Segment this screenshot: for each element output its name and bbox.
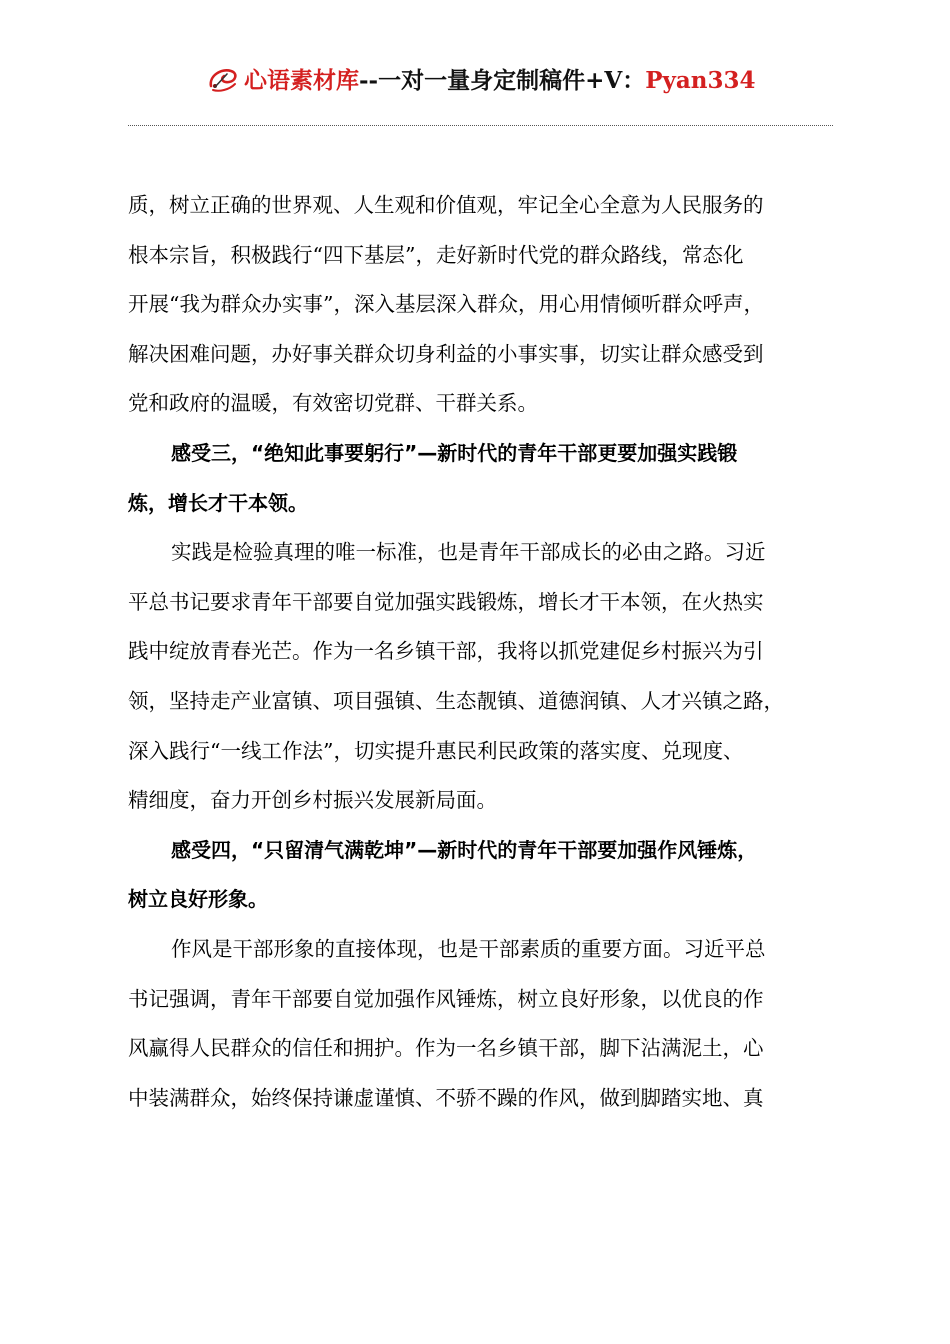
text-line: 领，坚持走产业富镇、项目强镇、生态靓镇、道德润镇、人才兴镇之路，	[128, 688, 784, 713]
header-divider	[128, 125, 833, 126]
text-line: 中装满群众，始终保持谦虚谨慎、不骄不躁的作风，做到脚踏实地、真	[128, 1085, 764, 1110]
text-line: 践中绽放青春光芒。作为一名乡镇干部，我将以抓党建促乡村振兴为引	[128, 639, 764, 664]
page-header	[0, 60, 950, 104]
header-slogan: --一对一量身定制稿件+V：	[359, 67, 646, 94]
section-heading-line: 感受三，“绝知此事要躬行”—新时代的青年干部更要加强实践锻	[171, 440, 738, 465]
text-line: 解决困难问题，办好事关群众切身利益的小事实事，切实让群众感受到	[128, 341, 764, 366]
text-line: 开展“我为群众办实事”，深入基层深入群众，用心用情倾听群众呼声，	[128, 292, 764, 317]
text-line: 精细度，奋力开创乡村振兴发展新局面。	[128, 788, 497, 813]
text-line: 平总书记要求青年干部要自觉加强实践锻炼，增长才干本领，在火热实	[128, 589, 764, 614]
brand-name: 心语素材库	[244, 67, 359, 94]
section-heading-line: 树立良好形象。	[128, 887, 268, 912]
contact-id: Pyan334	[645, 67, 756, 94]
text-line: 书记强调，青年干部要自觉加强作风锤炼，树立良好形象，以优良的作	[128, 986, 764, 1011]
text-line: 作风是干部形象的直接体现，也是干部素质的重要方面。习近平总	[171, 936, 766, 961]
text-line: 实践是检验真理的唯一标准，也是青年干部成长的必由之路。习近	[171, 540, 766, 565]
text-line: 质，树立正确的世界观、人生观和价值观，牢记全心全意为人民服务的	[128, 193, 764, 217]
text-line: 根本宗旨，积极践行“四下基层”，走好新时代党的群众路线，常态化	[128, 242, 744, 267]
header-title	[244, 66, 756, 96]
section-heading-line: 感受四，“只留清气满乾坤”—新时代的青年干部要加强作风锤炼，	[171, 837, 758, 862]
text-line: 深入践行“一线工作法”，切实提升惠民利民政策的落实度、兑现度、	[128, 738, 744, 763]
document-body	[128, 181, 833, 1123]
text-line: 党和政府的温暖，有效密切党群、干群关系。	[128, 391, 538, 416]
section-heading-line: 炼，增长才干本领。	[128, 490, 308, 515]
text-line: 风赢得人民群众的信任和拥护。作为一名乡镇干部，脚下沾满泥土，心	[128, 1036, 764, 1061]
brush-swirl-logo-icon	[205, 62, 241, 98]
